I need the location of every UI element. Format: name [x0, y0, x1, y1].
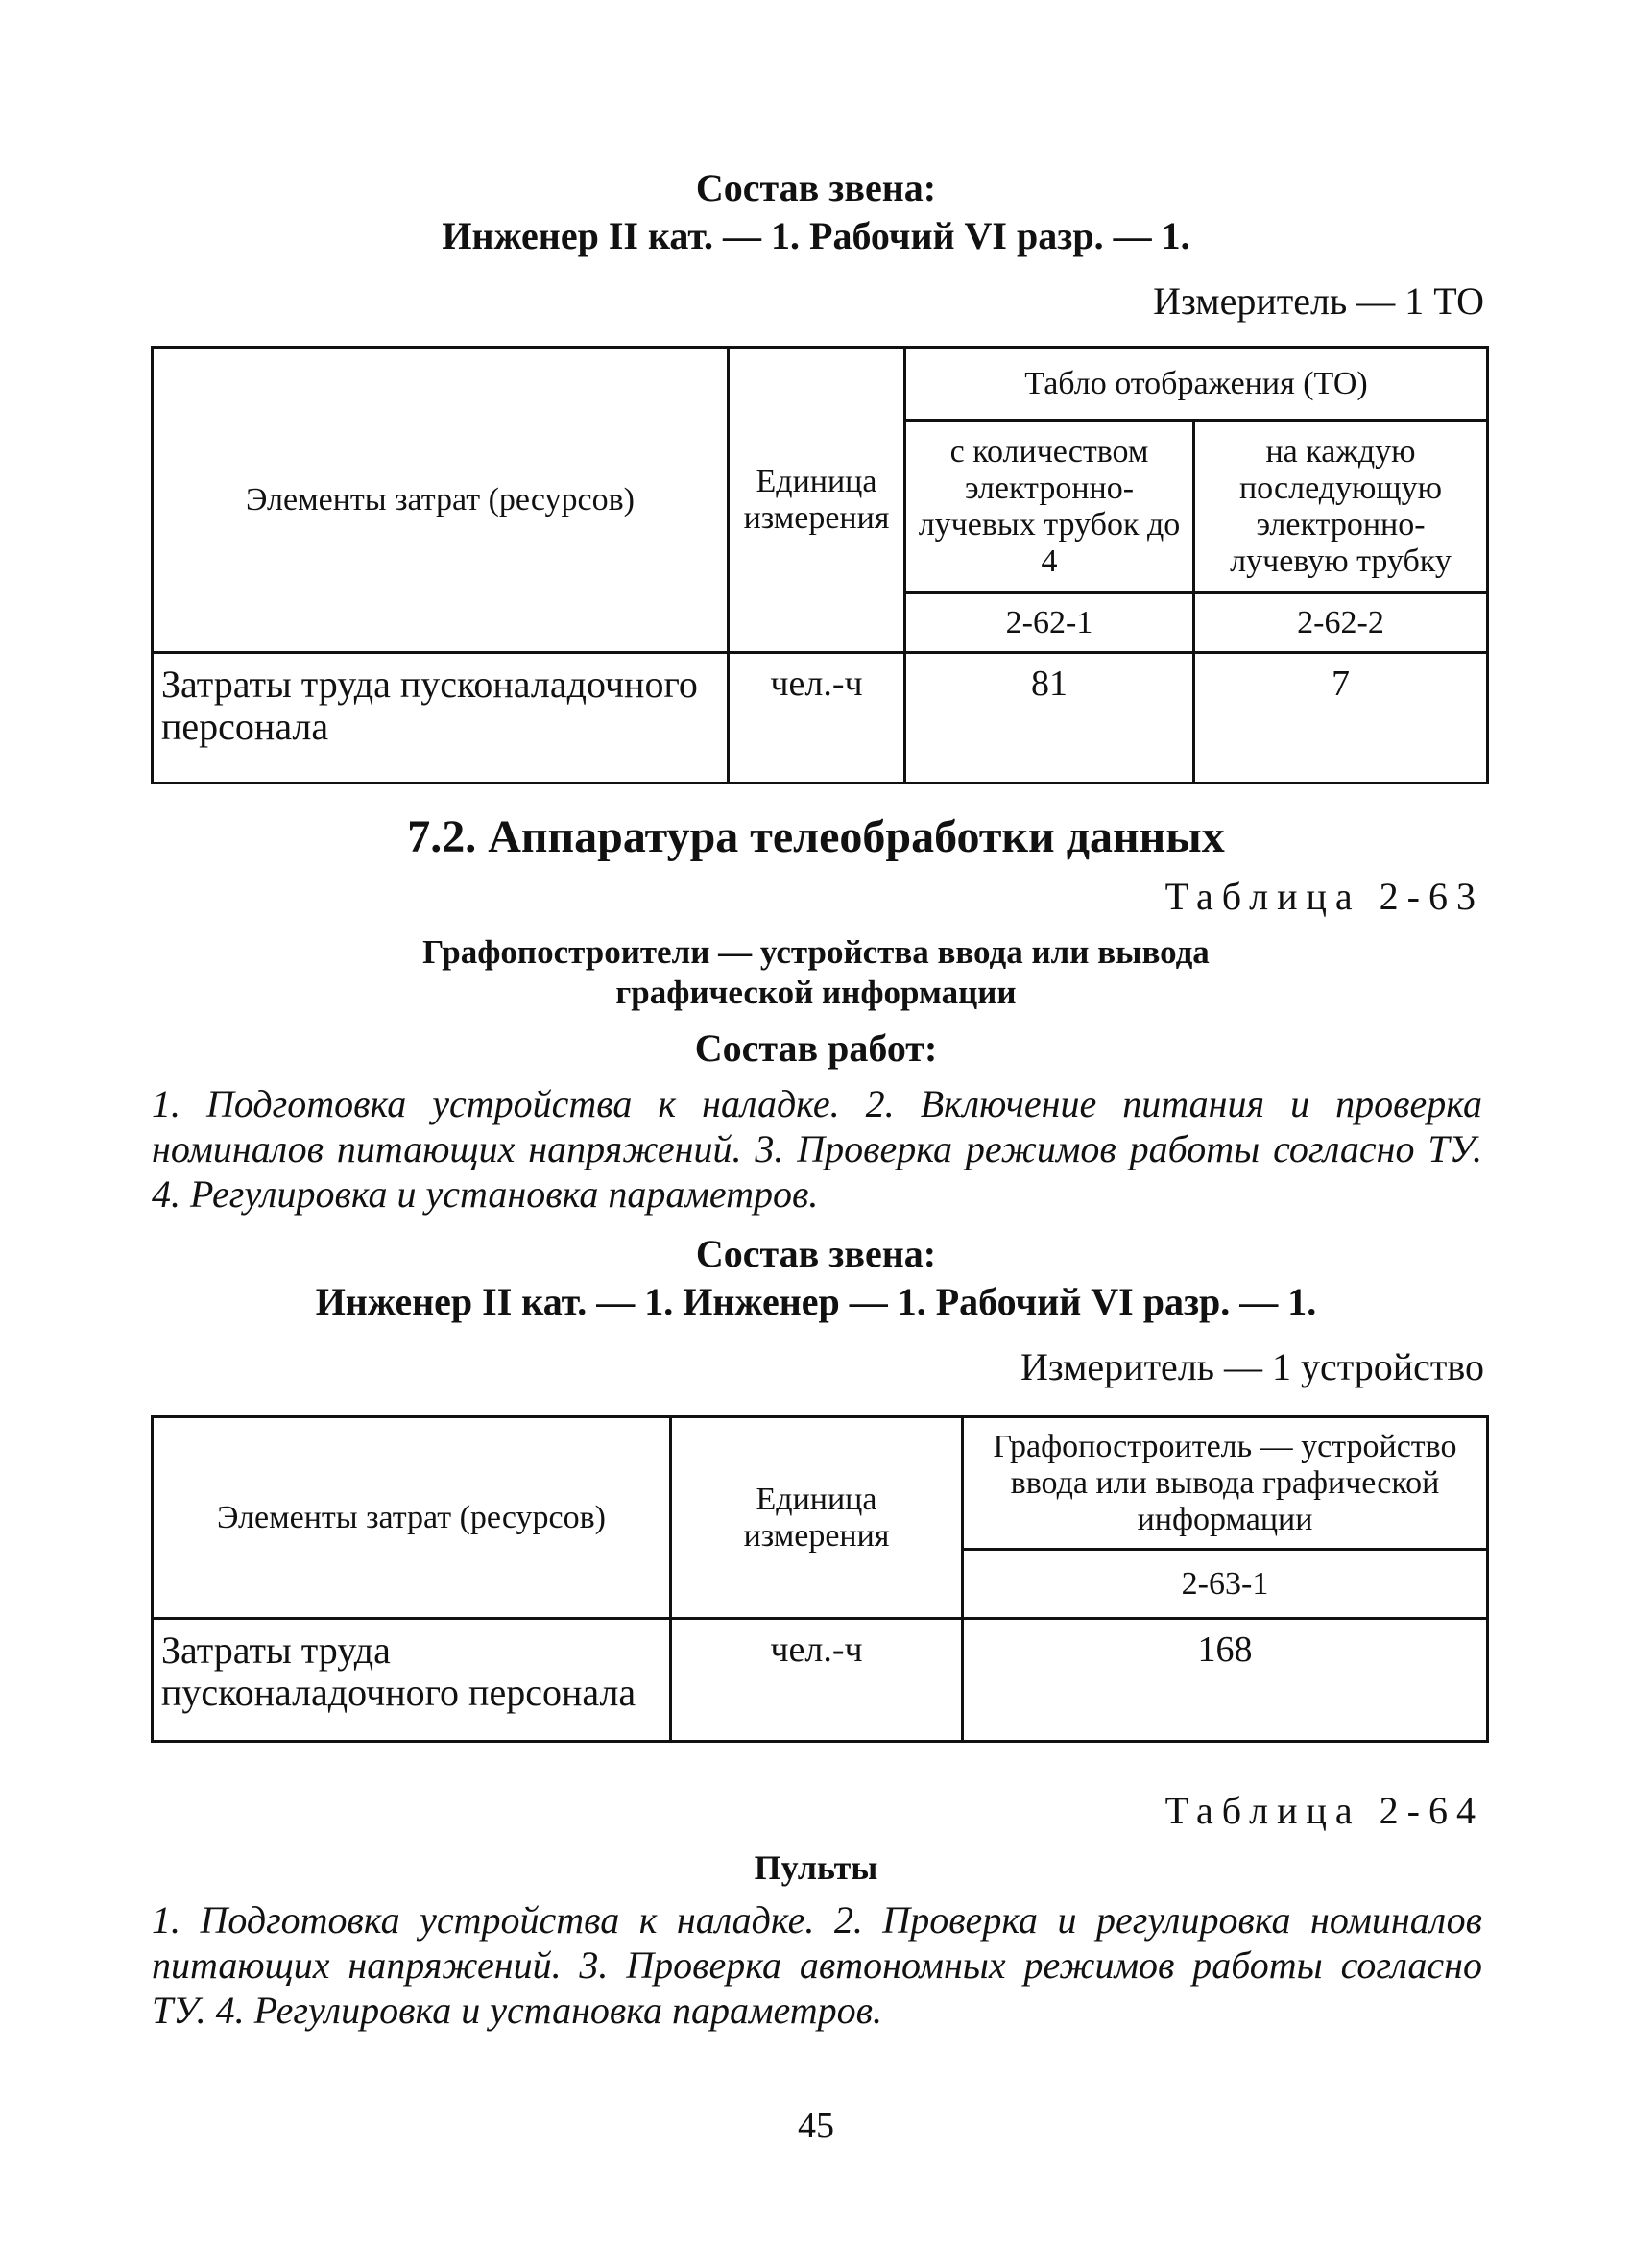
- table-2-63: [151, 1415, 1489, 1743]
- crew-heading-2: Состав звена:: [695, 1232, 937, 1275]
- row-value-1: 168: [963, 1619, 1488, 1742]
- header-group: Графопостроитель — устройство ввода или вывода графической информации: [963, 1417, 1488, 1550]
- row-value-1: 81: [905, 653, 1194, 784]
- row-label: Затраты труда пусконаладочного персонала: [153, 1619, 671, 1742]
- row-unit: чел.-ч: [671, 1619, 963, 1742]
- works-heading: Состав работ:: [694, 1026, 938, 1070]
- works-text-2: 1. Подготовка устройства к наладке. 2. Проверка и регулировка номиналов питающих напряжений. 3. Проверка автономных режимов работы согласно ТУ. 4. Регулировка и установка параметров.: [152, 1898, 1482, 2032]
- crew-line-2: Инженер II кат. — 1. Инженер — 1. Рабочий VI разр. — 1.: [315, 1280, 1317, 1323]
- header-sub-1: с количеством электронно-лучевых трубок до 4: [905, 421, 1194, 593]
- subtitle-pults: Пульты: [754, 1848, 878, 1887]
- row-value-2: 7: [1194, 653, 1488, 784]
- meter-1: Измеритель — 1 ТО: [1153, 279, 1484, 323]
- code-2-62-1: 2-62-1: [905, 593, 1194, 653]
- works-text: 1. Подготовка устройства к наладке. 2. Включение питания и проверка номиналов питающих напряжений. 3. Проверка режимов работы согласно ТУ. 4. Регулировка и установка параметров.: [152, 1082, 1482, 1216]
- header-unit: Единица измерения: [729, 348, 905, 653]
- header-sub-2: на каждую последующую электронно-лучевую трубку: [1194, 421, 1488, 593]
- crew-line-1: Инженер II кат. — 1. Рабочий VI разр. — 1.: [442, 214, 1190, 257]
- table-label-2-64: Таблица 2-64: [1164, 1789, 1484, 1832]
- page-number: 45: [798, 2106, 834, 2146]
- crew-heading-1: Состав звена:: [695, 166, 937, 209]
- row-label: Затраты труда пусконаладочного персонала: [153, 653, 729, 784]
- code-2-63-1: 2-63-1: [963, 1550, 1488, 1619]
- header-group: Табло отображения (ТО): [905, 348, 1488, 421]
- meter-2: Измеритель — 1 устройство: [1020, 1345, 1484, 1388]
- header-elements: Элементы затрат (ресурсов): [153, 348, 729, 653]
- subtitle-line-1: Графопостроители — устройства ввода или вывода: [422, 933, 1210, 971]
- section-title: 7.2. Аппаратура телеобработки данных: [407, 811, 1225, 862]
- header-unit: Единица измерения: [671, 1417, 963, 1619]
- code-2-62-2: 2-62-2: [1194, 593, 1488, 653]
- subtitle-line-2: графической информации: [615, 974, 1017, 1011]
- header-elements: Элементы затрат (ресурсов): [153, 1417, 671, 1619]
- table-label-2-63: Таблица 2-63: [1164, 875, 1484, 918]
- row-unit: чел.-ч: [729, 653, 905, 784]
- table-2-62: [151, 346, 1489, 784]
